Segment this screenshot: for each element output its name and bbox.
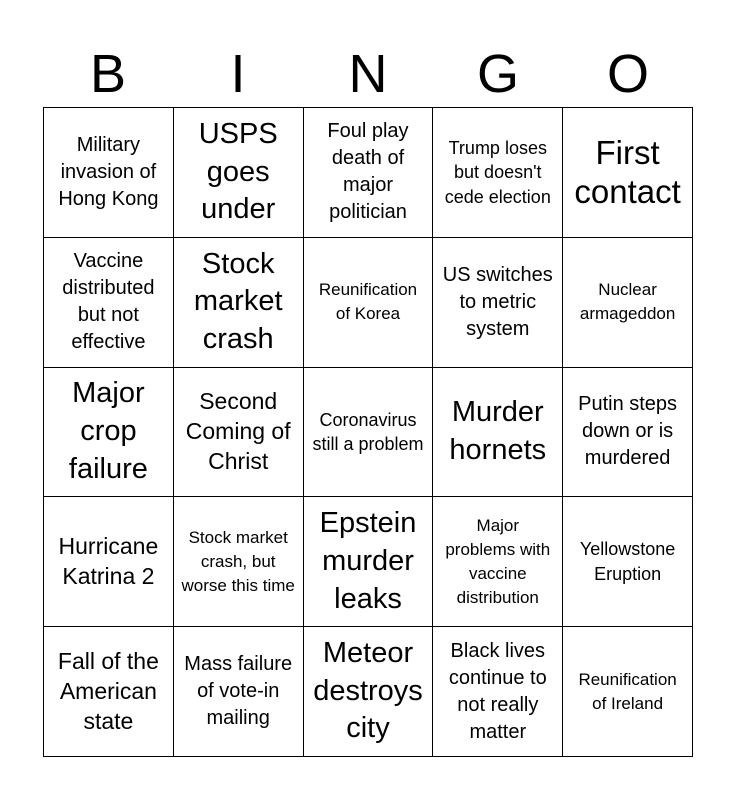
bingo-cell[interactable] (174, 368, 304, 498)
cell-label: Vaccine distributed but not effective (62, 250, 155, 354)
cell-label: Coronavirus still a problem (312, 409, 424, 454)
cell-label: Mass failure of vote-in mailing (184, 653, 293, 730)
cell-label: Reunification of Korea (318, 280, 418, 324)
bingo-cell[interactable] (304, 238, 434, 368)
header-letter-b: B (89, 44, 127, 104)
cell-label: Major problems with vaccine distribution (445, 516, 551, 607)
bingo-cell[interactable] (563, 368, 693, 498)
bingo-cell[interactable] (174, 497, 304, 627)
bingo-cell[interactable] (44, 238, 174, 368)
cell-label: Reunification of Ireland (578, 669, 677, 713)
cell-label: Hurricane Katrina 2 (58, 532, 159, 589)
bingo-cell[interactable] (44, 627, 174, 757)
bingo-cell[interactable] (174, 108, 304, 238)
header-letter-o: O (606, 44, 649, 104)
header-letter-i: I (230, 44, 246, 104)
cell-label: Meteor destroys city (313, 637, 423, 745)
bingo-cell[interactable] (433, 368, 563, 498)
bingo-cell[interactable] (44, 497, 174, 627)
cell-label: US switches to metric system (442, 263, 553, 340)
bingo-cell[interactable] (563, 238, 693, 368)
bingo-header (43, 44, 693, 104)
cell-label: Black lives continue to not really matter (448, 639, 547, 743)
bingo-cell[interactable] (44, 368, 174, 498)
cell-label: Murder hornets (449, 396, 547, 466)
cell-label: Yellowstone Eruption (579, 539, 676, 584)
bingo-cell[interactable] (433, 238, 563, 368)
header-letter-g: G (476, 44, 519, 104)
cell-label: Fall of the American state (57, 647, 159, 734)
bingo-cell[interactable] (304, 627, 434, 757)
bingo-cell[interactable] (304, 108, 434, 238)
cell-label: Epstein murder leaks (319, 507, 417, 615)
bingo-cell[interactable] (563, 627, 693, 757)
cell-label: Trump loses but doesn't cede election (444, 137, 551, 207)
cell-label: Second Coming of Christ (185, 388, 291, 474)
cell-label: Stock market crash, but worse this time (181, 528, 295, 595)
bingo-cell[interactable] (563, 108, 693, 238)
bingo-cell[interactable] (174, 238, 304, 368)
bingo-cell[interactable] (304, 497, 434, 627)
bingo-cell[interactable] (563, 497, 693, 627)
cell-label: Foul play death of major politician (327, 120, 409, 224)
cell-label: Nuclear armageddon (579, 280, 676, 324)
bingo-cell[interactable] (433, 497, 563, 627)
cell-label: Putin steps down or is murdered (578, 393, 678, 470)
cell-label: USPS goes under (198, 117, 278, 226)
bingo-cell[interactable] (174, 627, 304, 757)
cell-label: Stock market crash (193, 247, 283, 356)
bingo-cell[interactable] (433, 108, 563, 238)
cell-label: Major crop failure (68, 377, 148, 485)
bingo-cell[interactable] (433, 627, 563, 757)
cell-label: Military invasion of Hong Kong (58, 133, 159, 210)
header-letter-n: N (348, 44, 388, 104)
cell-label: First contact (574, 133, 681, 211)
bingo-cell[interactable] (44, 108, 174, 238)
bingo-board (43, 107, 693, 757)
bingo-cell[interactable] (304, 368, 434, 498)
